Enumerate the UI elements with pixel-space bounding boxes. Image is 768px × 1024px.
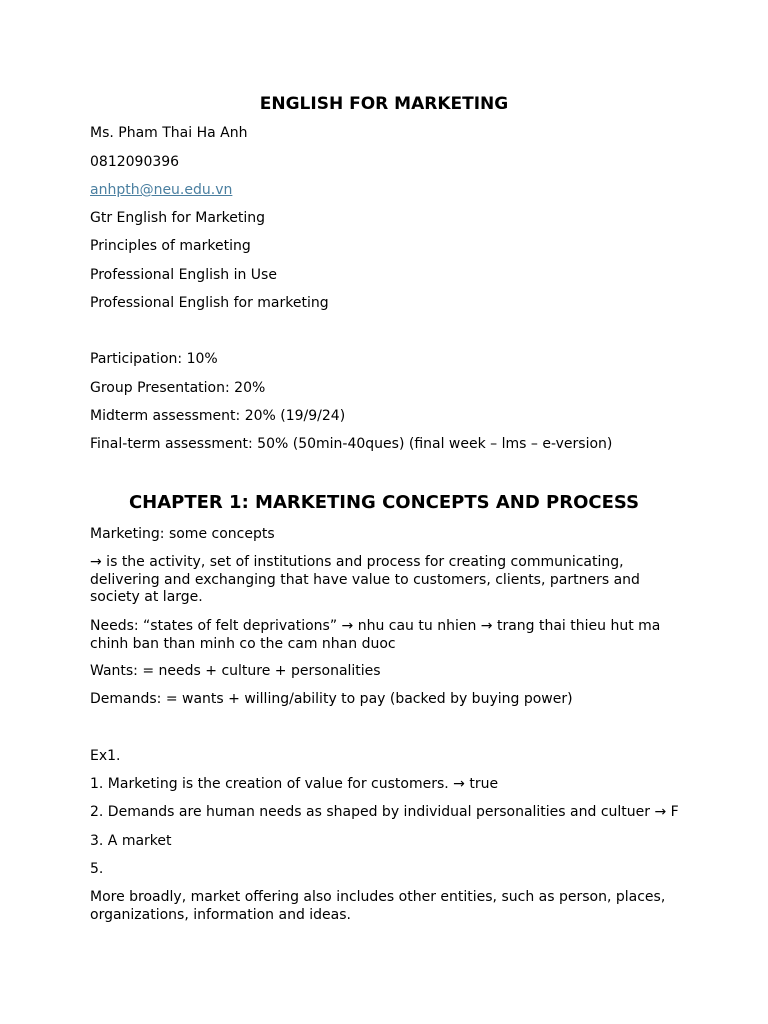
- chapter-title: CHAPTER 1: MARKETING CONCEPTS AND PROCESS: [128, 492, 640, 513]
- phone-number: 0812090396: [90, 154, 180, 170]
- book-item: Professional English in Use: [90, 267, 277, 283]
- grading-item: Participation: 10%: [90, 351, 218, 367]
- needs-definition: Needs: “states of felt deprivations” → nhu cau tu nhien → trang thai thieu hut ma chinh ban than minh co the cam nhan duoc: [90, 618, 661, 652]
- book-item: Gtr English for Marketing: [90, 210, 266, 226]
- marketing-definition: → is the activity, set of institutions and process for creating communicating, delivering and exchanging that have value to customers, clients, partners and society at large.: [90, 554, 640, 605]
- grading-item: Group Presentation: 20%: [90, 380, 266, 396]
- demands-definition: Demands: = wants + willing/ability to pay (backed by buying power): [90, 691, 573, 707]
- closing-paragraph: More broadly, market offering also includes other entities, such as person, places, organizations, information and ideas.: [90, 889, 666, 923]
- exercise-item: 5.: [90, 861, 104, 877]
- teacher-name: Ms. Pham Thai Ha Anh: [90, 125, 248, 141]
- wants-definition: Wants: = needs + culture + personalities: [90, 663, 381, 679]
- book-item: Principles of marketing: [90, 238, 251, 254]
- grading-item: Midterm assessment: 20% (19/9/24): [90, 408, 346, 424]
- book-item: Professional English for marketing: [90, 295, 329, 311]
- document-title: ENGLISH FOR MARKETING: [259, 94, 509, 114]
- email-link[interactable]: anhpth@neu.edu.vn: [90, 182, 233, 198]
- exercise-item: 3. A market: [90, 833, 172, 849]
- email-line: [90, 182, 232, 199]
- exercise-item: 2. Demands are human needs as shaped by individual personalities and cultuer → F: [90, 804, 679, 820]
- concepts-intro: Marketing: some concepts: [90, 526, 275, 542]
- grading-item: Final-term assessment: 50% (50min-40ques) (final week – lms – e-version): [90, 436, 613, 452]
- exercise-item: 1. Marketing is the creation of value for customers. → true: [90, 776, 499, 792]
- exercise-label: Ex1.: [90, 748, 121, 764]
